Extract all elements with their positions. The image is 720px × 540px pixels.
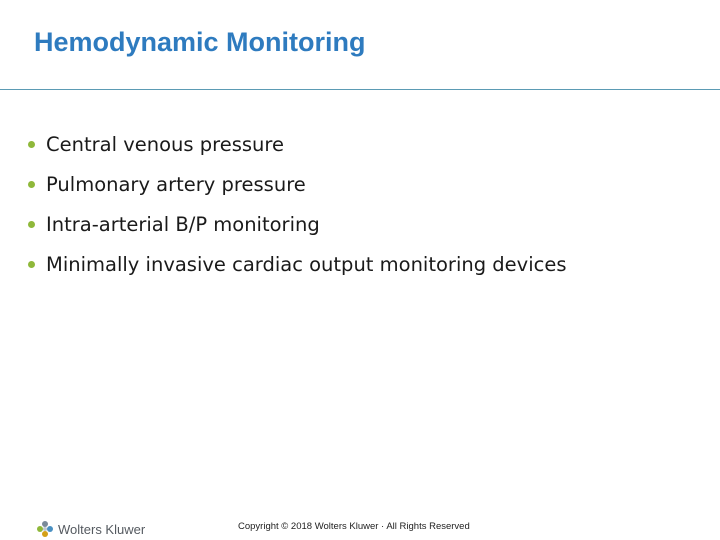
bullet-dot-icon bbox=[28, 141, 35, 148]
bullet-item bbox=[28, 124, 567, 164]
title-divider bbox=[0, 89, 720, 90]
slide-title: Hemodynamic Monitoring bbox=[34, 27, 366, 57]
wolters-kluwer-logo-icon bbox=[36, 520, 54, 538]
bullet-list bbox=[28, 124, 567, 284]
bullet-text: Minimally invasive cardiac output monitoring devices bbox=[46, 252, 567, 276]
bullet-dot-icon bbox=[28, 261, 35, 268]
bullet-item bbox=[28, 204, 567, 244]
bullet-text: Intra-arterial B/P monitoring bbox=[46, 212, 320, 236]
bullet-item bbox=[28, 164, 567, 204]
footer-logo bbox=[36, 519, 145, 539]
bullet-text: Central venous pressure bbox=[46, 132, 284, 156]
bullet-item bbox=[28, 244, 567, 284]
logo-text: Wolters Kluwer bbox=[58, 521, 146, 537]
bullet-text: Pulmonary artery pressure bbox=[46, 172, 306, 196]
bullet-dot-icon bbox=[28, 221, 35, 228]
bullet-dot-icon bbox=[28, 181, 35, 188]
copyright-text: Copyright © 2018 Wolters Kluwer · All Rights Reserved bbox=[238, 521, 470, 532]
